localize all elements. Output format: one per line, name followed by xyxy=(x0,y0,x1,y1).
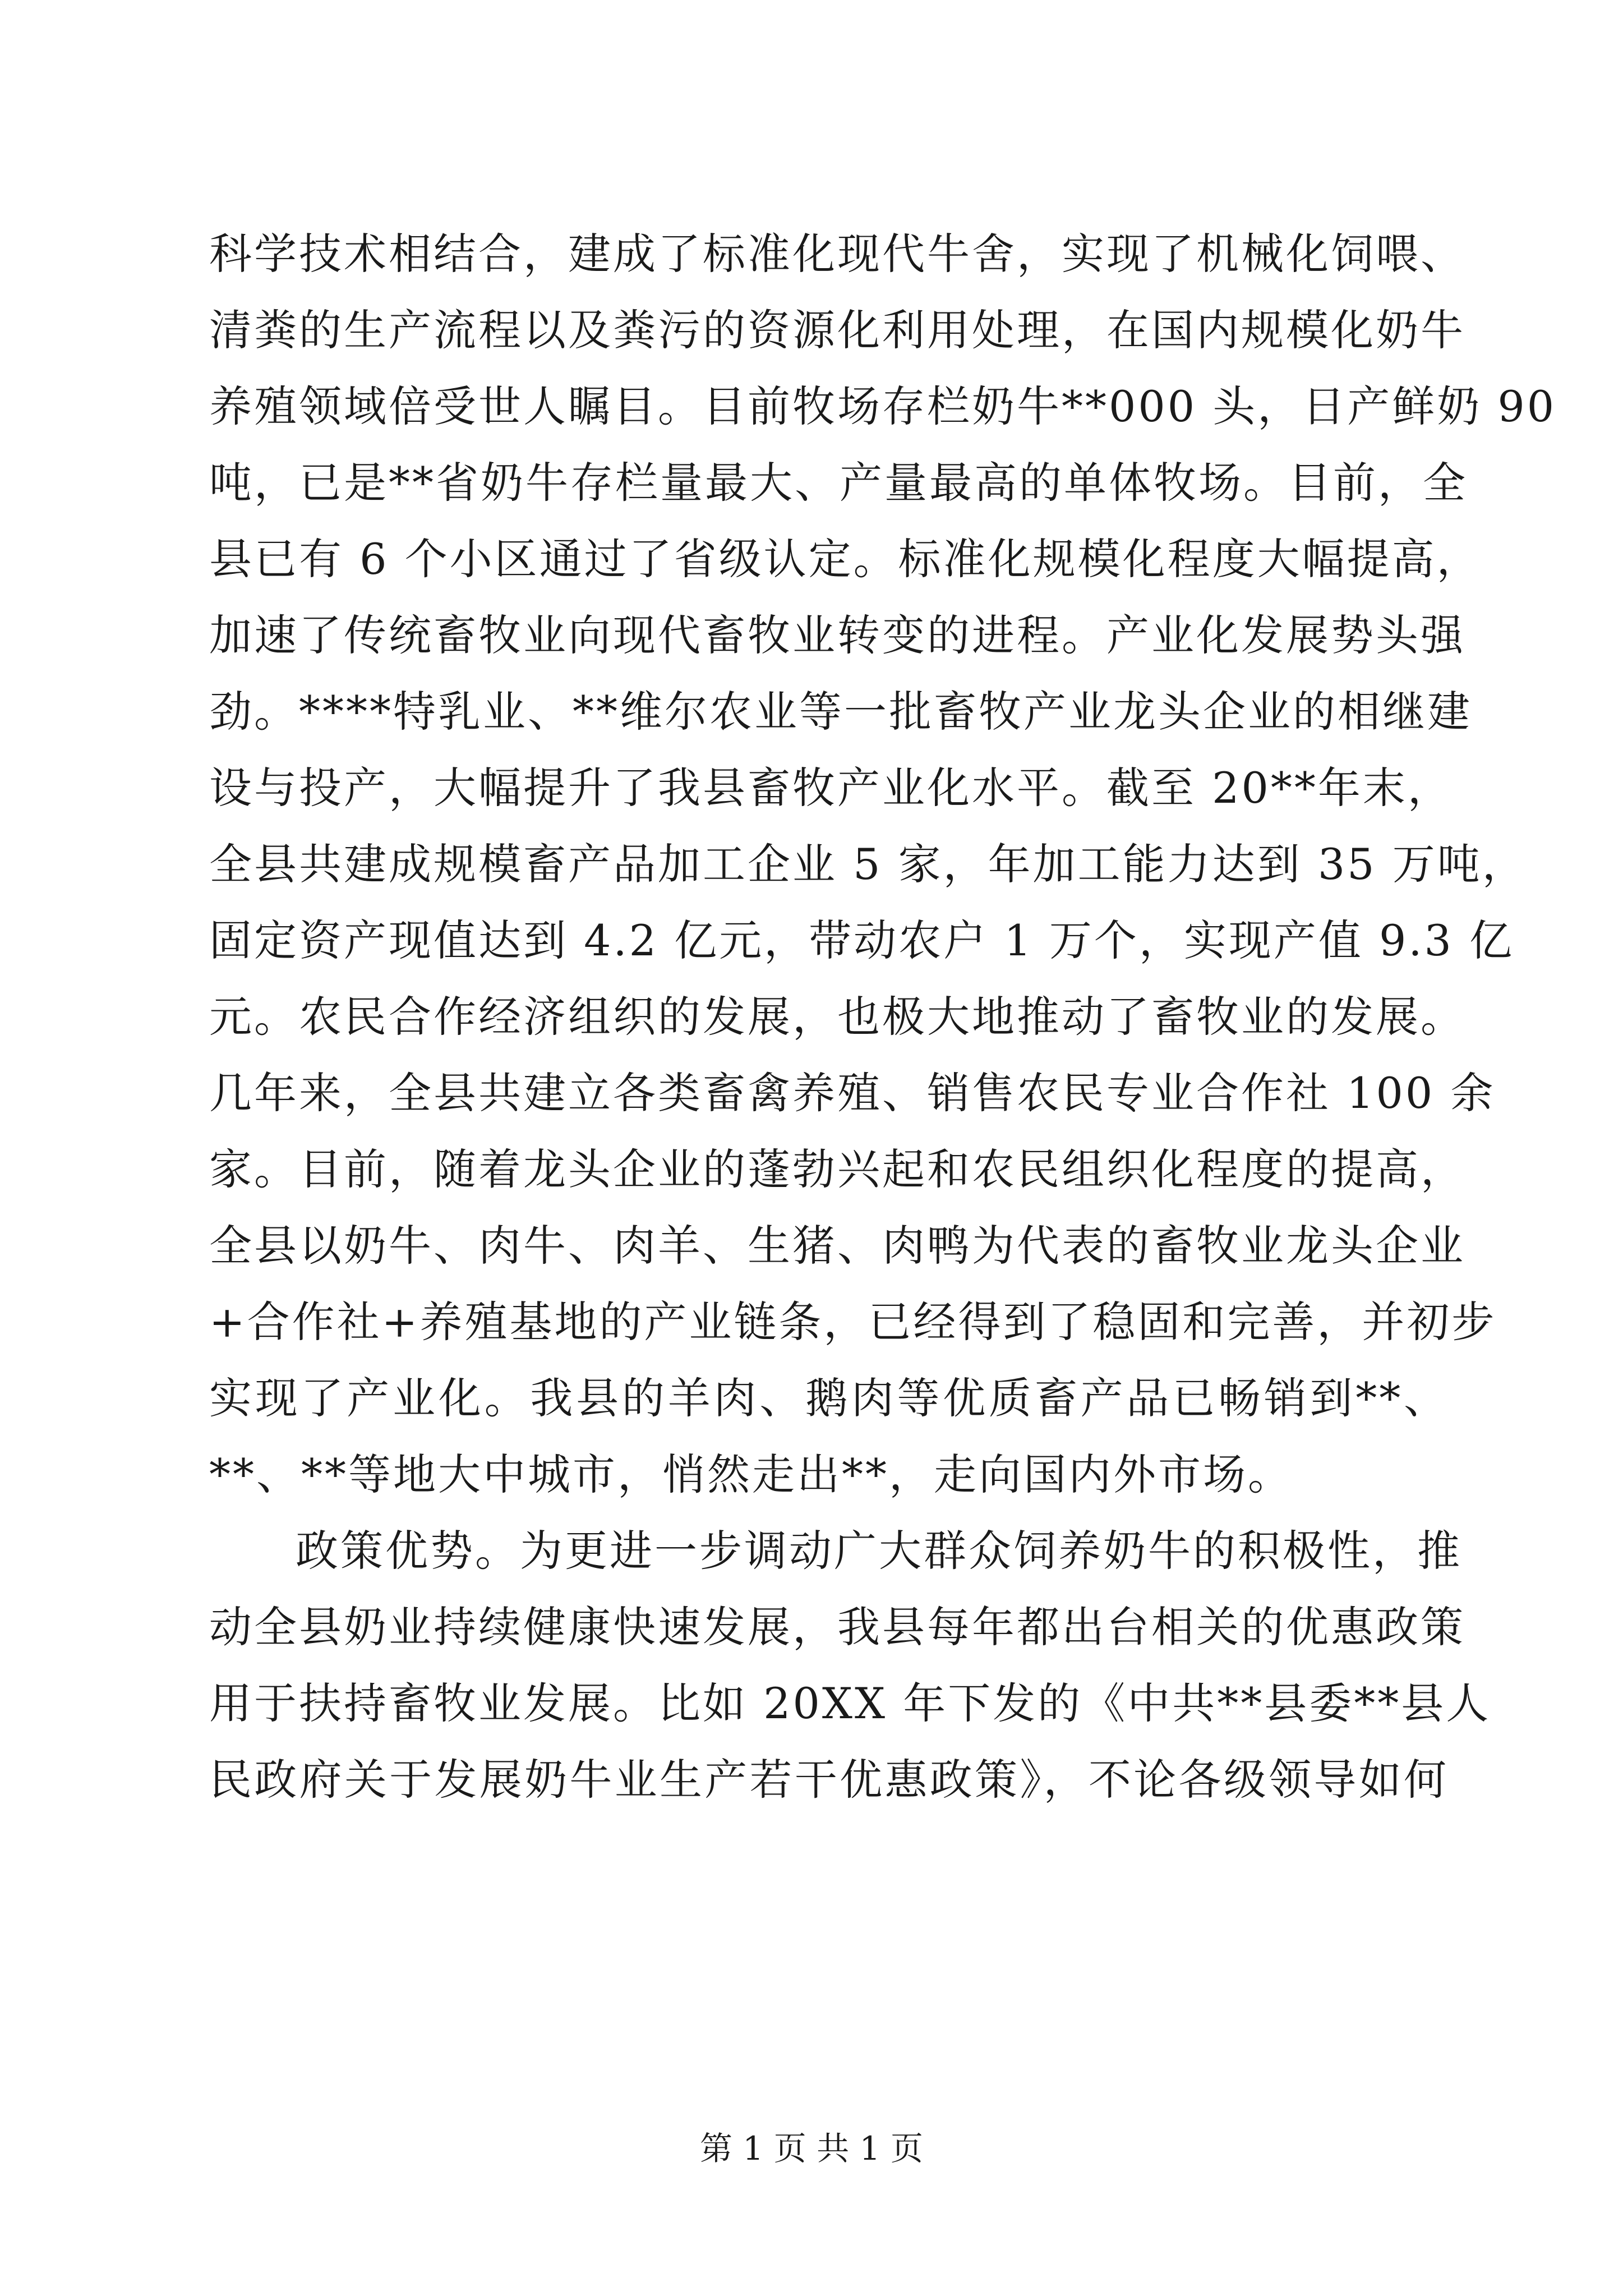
text-line: 加速了传统畜牧业向现代畜牧业转变的进程。产业化发展势头强 xyxy=(209,610,1465,660)
text-line: 民政府关于发展奶牛业生产若干优惠政策》，不论各级领导如何 xyxy=(209,1755,1449,1805)
text-line: 全县共建成规模畜产品加工企业 5 家，年加工能力达到 35 万吨， xyxy=(209,839,1527,889)
text-line: 全县以奶牛、肉牛、肉羊、生猪、肉鸭为代表的畜牧业龙头企业 xyxy=(209,1221,1465,1271)
text-line-paragraph-start: 政策优势。为更进一步调动广大群众饲养奶牛的积极性，推 xyxy=(296,1526,1462,1576)
text-line: 清粪的生产流程以及粪污的资源化利用处理，在国内规模化奶牛 xyxy=(209,305,1465,355)
text-line: 劲。****特乳业、**维尔农业等一批畜牧产业龙头企业的相继建 xyxy=(209,687,1472,737)
document-body xyxy=(209,216,1557,1818)
text-line: 科学技术相结合，建成了标准化现代牛舍，实现了机械化饲喂、 xyxy=(209,229,1465,279)
text-line: 设与投产，大幅提升了我县畜牧产业化水平。截至 20**年末， xyxy=(209,763,1453,813)
text-line-paragraph-end: **、**等地大中城市，悄然走出**，走向国内外市场。 xyxy=(209,1450,1293,1499)
text-line: 实现了产业化。我县的羊肉、鹅肉等优质畜产品已畅销到**、 xyxy=(209,1373,1449,1423)
text-line: 家。目前，随着龙头企业的蓬勃兴起和农民组织化程度的提高， xyxy=(209,1144,1465,1194)
text-line: 用于扶持畜牧业发展。比如 20XX 年下发的《中共**县委**县人 xyxy=(209,1678,1491,1728)
text-line: +合作社+养殖基地的产业链条，已经得到了稳固和完善，并初步 xyxy=(209,1297,1497,1347)
text-line: 固定资产现值达到 4.2 亿元，带动农户 1 万个，实现产值 9.3 亿 xyxy=(209,915,1515,965)
text-line: 县已有 6 个小区通过了省级认定。标准化规模化程度大幅提高， xyxy=(209,534,1482,584)
text-line: 吨，已是**省奶牛存栏量最大、产量最高的单体牧场。目前，全 xyxy=(209,458,1468,508)
page-number-footer: 第 1 页 共 1 页 xyxy=(700,2129,923,2168)
text-line: 动全县奶业持续健康快速发展，我县每年都出台相关的优惠政策 xyxy=(209,1602,1465,1652)
text-line: 养殖领域倍受世人瞩目。目前牧场存栏奶牛**000 头，日产鲜奶 90 xyxy=(209,381,1557,431)
text-line: 几年来，全县共建立各类畜禽养殖、销售农民专业合作社 100 余 xyxy=(209,1068,1496,1118)
text-line: 元。农民合作经济组织的发展，也极大地推动了畜牧业的发展。 xyxy=(209,992,1465,1042)
